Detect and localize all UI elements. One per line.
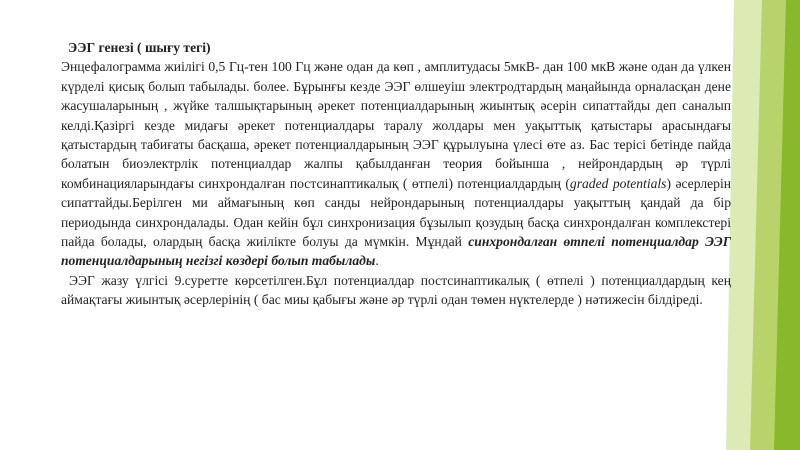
paragraph-1-end: .: [375, 253, 379, 269]
paragraph-1: [61, 57, 731, 270]
slide-title: ЭЭГ генезі ( шығу тегі): [68, 40, 211, 55]
paragraph-1-text-a: Энцефалограмма жиілігі 0,5 Гц-тен 100 Гц және одан да көп , амплитудасы 5мкВ- дан 100 мкВ және одан да үлкен күрделі қисық болып табылады. более. Бұрынғы кезде ЭЭГ өлшеуіш электродтардың маңайында орналасқан дене жасушаларының , жүйке талшықтарының әрекет потенциалдарының жиынтық әсерін сипаттайды деп саналып келді.Қазіргі кезде мидағы әрекет потенциалдары таралу жолдары мен уақыттық қатыстары арасындағы қатыстардың табиғаты басқаша, әрекет потенциалдарының ЭЭГ құрылуына үлесі өте аз. Бас терісі бетінде пайда болатын биоэлектрлік потенциалдар жалпы қабылданған теория бойынша , нейрондардың әр түрлі комбинацияларындағы синхрондалған постсинаптикалық ( өтпелі) потенциалдардың (: [61, 59, 731, 191]
paragraph-2: ЭЭГ жазу үлгісі 9.суретте көрсетілген.Бұл потенциалдар постсинаптикалық ( өтпелі ) потенциалдардың кең аймақтағы жиынтық әсерлерінің ( бас миы қабығы және әр түрлі одан төмен нүктелерде ) нәтижесін білдіреді.: [61, 272, 731, 308]
paragraph-1-text-b: ) әсерлерін сипаттайды.Берілген ми аймағының көп санды нейрондарының потенциалдары уақыттың қандай да бір периодында синхрондалады. Одан кейін бұл синхронизация бұзылып қозудың басқа синхрондалған комплекстері пайда болады, олардың басқа жиілікте болуы да мүмкін. Мұндай: [61, 175, 731, 250]
graded-potentials-term: graded potentials: [569, 175, 667, 191]
key-statement: синхрондалған өтпелі потенциалдар ЭЭГ потенциалдарының негізгі көздері болып табылады: [61, 234, 731, 269]
slide-text-block: [61, 38, 731, 310]
